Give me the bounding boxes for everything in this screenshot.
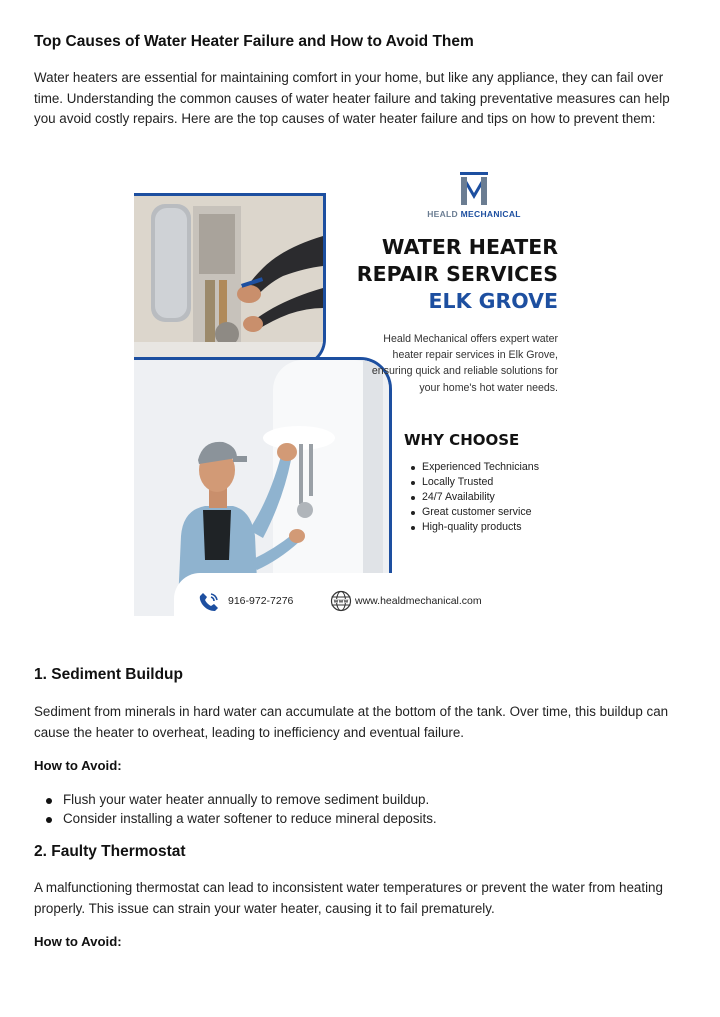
promo-flyer-image — [134, 163, 588, 616]
tips-list-sediment — [34, 791, 437, 828]
flyer-headline-line-2: REPAIR SERVICES — [356, 262, 558, 286]
how-to-avoid-label: How to Avoid: — [34, 934, 122, 949]
phone-icon — [198, 591, 220, 613]
flyer-description: Heald Mechanical offers expert water heater repair services in Elk Grove, ensuring quick and reliable solutions for your home's hot water needs. — [371, 333, 558, 394]
globe-www-icon — [330, 590, 352, 612]
phone-number: 916-972-7276 — [228, 595, 294, 607]
list-item: 24/7 Availability — [410, 490, 539, 505]
heald-mechanical-logo — [419, 171, 529, 219]
list-item: Flush your water heater annually to remove sediment buildup. — [34, 791, 437, 810]
brand-name-heald: HEALD — [427, 209, 458, 219]
technician-repair-photo — [134, 193, 326, 367]
list-item: Experienced Technicians — [410, 460, 539, 475]
list-item: Locally Trusted — [410, 475, 539, 490]
section-heading-thermostat: 2. Faulty Thermostat — [34, 843, 186, 860]
page-title: Top Causes of Water Heater Failure and How to Avoid Them — [34, 33, 474, 50]
website-url: www.healdmechanical.com — [355, 595, 482, 607]
why-choose-list — [410, 460, 539, 535]
section-body-sediment: Sediment from minerals in hard water can accumulate at the bottom of the tank. Over time, this buildup can cause the heater to overheat, leading to inefficiency and eventual failure. — [34, 704, 669, 740]
brand-name-mechanical: MECHANICAL — [460, 209, 521, 219]
how-to-avoid-label: How to Avoid: — [34, 758, 122, 773]
list-item: Consider installing a water softener to reduce mineral deposits. — [34, 810, 437, 829]
section-heading-sediment: 1. Sediment Buildup — [34, 666, 183, 683]
list-item: Great customer service — [410, 505, 539, 520]
why-choose-heading: WHY CHOOSE — [404, 431, 520, 449]
contact-bar — [174, 573, 588, 616]
logo-h-mark-icon — [455, 171, 493, 207]
list-item: High-quality products — [410, 520, 539, 535]
section-body-thermostat: A malfunctioning thermostat can lead to inconsistent water temperatures or prevent the water from heating properly. This issue can strain your water heater, causing it to fail prematurely. — [34, 880, 663, 916]
intro-paragraph: Water heaters are essential for maintaining comfort in your home, but like any appliance, they can fail over time. Understanding the common causes of water heater failure and taking preventative measures can help you avoid costly repairs. Here are the top causes of water heater failure and tips on how to prevent them: — [34, 70, 670, 126]
flyer-headline-line-1: WATER HEATER — [381, 235, 558, 259]
flyer-headline-location: ELK GROVE — [428, 289, 558, 313]
